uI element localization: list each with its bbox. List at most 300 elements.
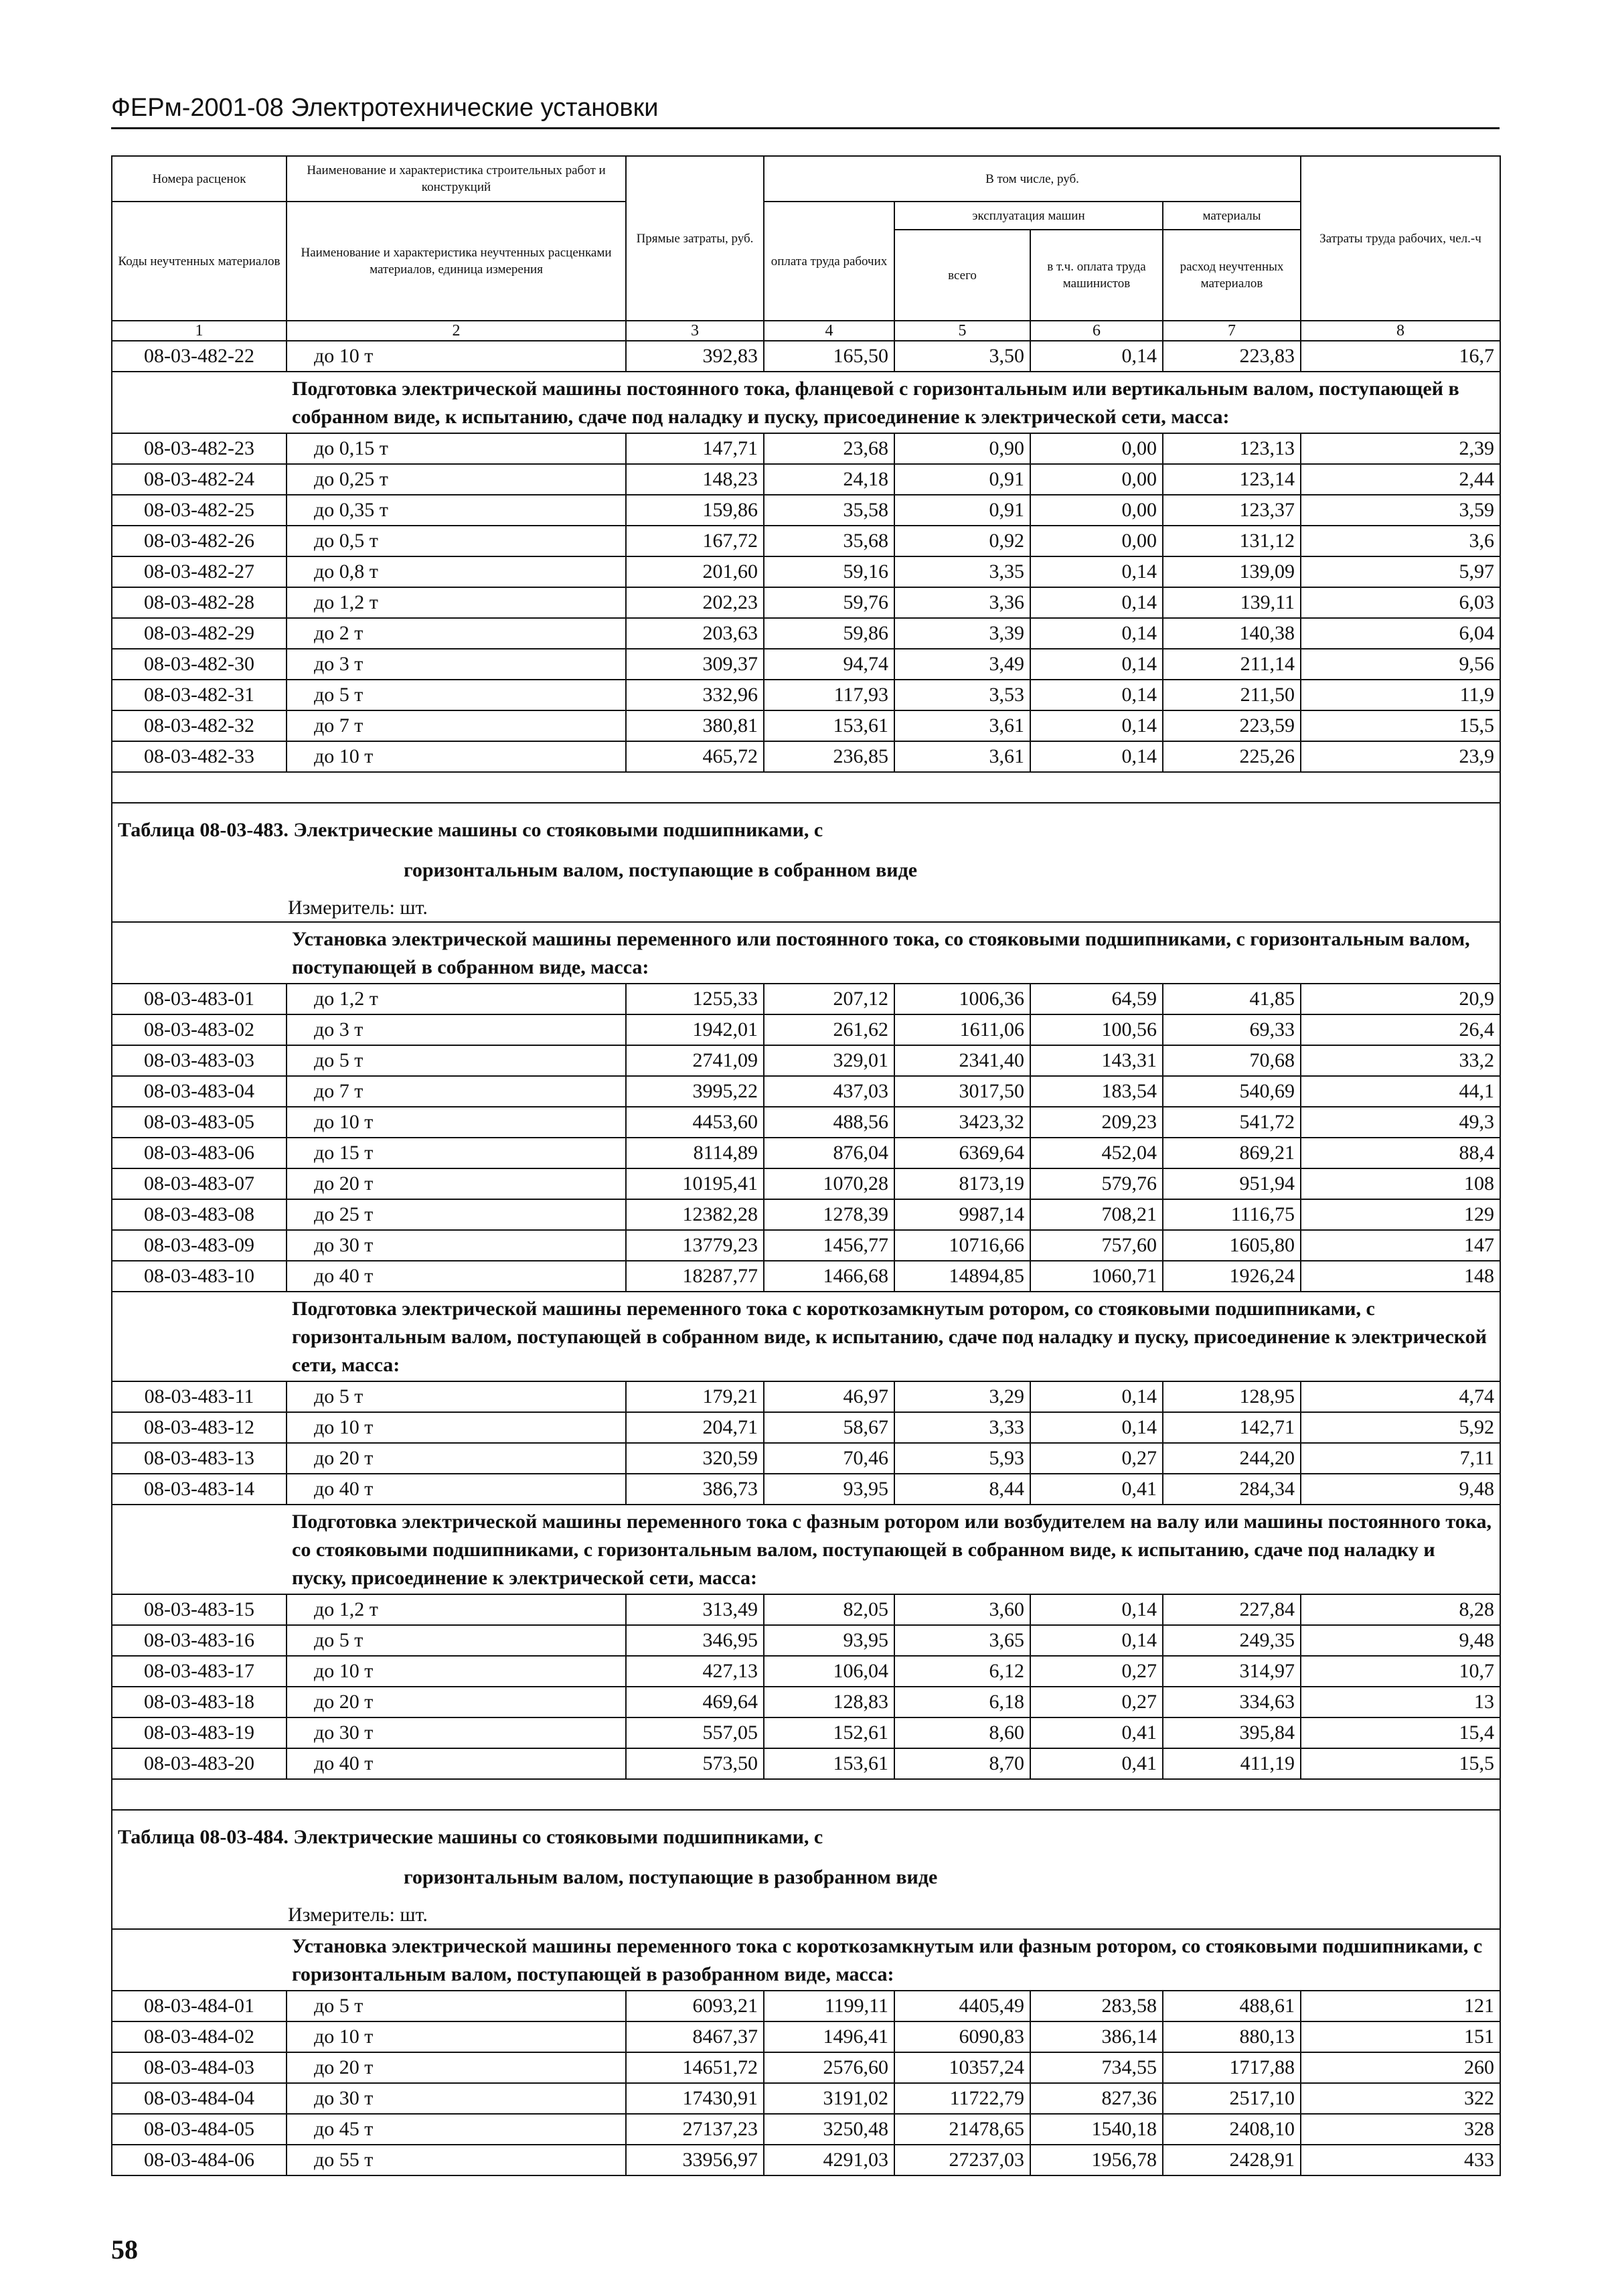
table-row [112, 464, 1500, 495]
materials-cell: 223,59 [1163, 710, 1301, 741]
materials-cell: 69,33 [1163, 1014, 1301, 1045]
materials-cell: 244,20 [1163, 1443, 1301, 1474]
materials-cell: 1605,80 [1163, 1230, 1301, 1261]
table-row [112, 741, 1500, 772]
materials-cell: 540,69 [1163, 1076, 1301, 1107]
machinist-pay-cell: 0,27 [1030, 1443, 1163, 1474]
mass-range-cell: до 1,2 т [287, 587, 626, 618]
labor-hours-cell: 4,74 [1301, 1381, 1500, 1412]
direct-costs-cell: 573,50 [626, 1748, 764, 1779]
labor-hours-cell: 6,04 [1301, 618, 1500, 649]
rate-code-cell: 08-03-482-31 [112, 680, 287, 710]
labor-pay-cell: 24,18 [764, 464, 894, 495]
machinist-pay-cell: 386,14 [1030, 2021, 1163, 2052]
materials-cell: 1926,24 [1163, 1261, 1301, 1292]
machines-total-cell: 6369,64 [894, 1138, 1030, 1168]
running-header: ФЕРм-2001-08 Электротехнические установки [111, 94, 659, 122]
machinist-pay-cell: 0,41 [1030, 1474, 1163, 1505]
mass-range-cell: до 2 т [287, 618, 626, 649]
table-row [112, 556, 1500, 587]
header-including: В том числе, руб. [764, 156, 1301, 202]
section-description-row [112, 1292, 1500, 1381]
direct-costs-cell: 380,81 [626, 710, 764, 741]
labor-pay-cell: 1199,11 [764, 1991, 894, 2021]
col-number: 1 [112, 321, 287, 341]
description-spacer [112, 922, 287, 984]
mass-range-cell: до 1,2 т [287, 984, 626, 1014]
labor-pay-cell: 152,61 [764, 1717, 894, 1748]
materials-cell: 142,71 [1163, 1412, 1301, 1443]
labor-hours-cell: 3,59 [1301, 495, 1500, 526]
table-row [112, 587, 1500, 618]
table-row [112, 2052, 1500, 2083]
section-description-row [112, 1505, 1500, 1594]
mass-range-cell: до 0,8 т [287, 556, 626, 587]
direct-costs-cell: 465,72 [626, 741, 764, 772]
materials-cell: 128,95 [1163, 1381, 1301, 1412]
col-number: 3 [626, 321, 764, 341]
labor-hours-cell: 121 [1301, 1991, 1500, 2021]
table-row [112, 649, 1500, 680]
rate-code-cell: 08-03-482-27 [112, 556, 287, 587]
rate-code-cell: 08-03-483-11 [112, 1381, 287, 1412]
mass-range-cell: до 55 т [287, 2145, 626, 2175]
table-title [112, 803, 1500, 895]
rate-code-cell: 08-03-482-25 [112, 495, 287, 526]
header-code-bottom: Коды неучтенных материалов [112, 202, 287, 321]
labor-hours-cell: 16,7 [1301, 341, 1500, 372]
rate-code-cell: 08-03-483-12 [112, 1412, 287, 1443]
table-title-line: Таблица 08-03-483. Электрические машины со стояковыми подшипниками, с [118, 819, 823, 841]
materials-cell: 395,84 [1163, 1717, 1301, 1748]
labor-pay-cell: 1466,68 [764, 1261, 894, 1292]
machines-total-cell: 6,12 [894, 1656, 1030, 1687]
labor-pay-cell: 153,61 [764, 710, 894, 741]
materials-cell: 541,72 [1163, 1107, 1301, 1138]
machinist-pay-cell: 183,54 [1030, 1076, 1163, 1107]
mass-range-cell: до 7 т [287, 710, 626, 741]
table-gap [112, 1779, 1500, 1810]
labor-hours-cell: 33,2 [1301, 1045, 1500, 1076]
header-name-bottom: Наименование и характеристика неучтенных расценками материалов, единица измерения [287, 202, 626, 321]
rate-code-cell: 08-03-483-07 [112, 1168, 287, 1199]
rate-code-cell: 08-03-482-22 [112, 341, 287, 372]
machinist-pay-cell: 0,00 [1030, 495, 1163, 526]
machines-total-cell: 3,53 [894, 680, 1030, 710]
header-row-2 [112, 202, 1500, 230]
machinist-pay-cell: 1060,71 [1030, 1261, 1163, 1292]
machines-total-cell: 3017,50 [894, 1076, 1030, 1107]
labor-hours-cell: 15,4 [1301, 1717, 1500, 1748]
materials-cell: 139,11 [1163, 587, 1301, 618]
rate-code-cell: 08-03-482-26 [112, 526, 287, 556]
materials-cell: 140,38 [1163, 618, 1301, 649]
col-number: 4 [764, 321, 894, 341]
machines-total-cell: 11722,79 [894, 2083, 1030, 2114]
rate-code-cell: 08-03-482-33 [112, 741, 287, 772]
machinist-pay-cell: 0,14 [1030, 618, 1163, 649]
header-machines: эксплуатация машин [894, 202, 1163, 230]
machinist-pay-cell: 708,21 [1030, 1199, 1163, 1230]
labor-pay-cell: 93,95 [764, 1625, 894, 1656]
header-labor-pay: оплата труда рабочих [764, 202, 894, 321]
machines-total-cell: 8,60 [894, 1717, 1030, 1748]
machinist-pay-cell: 209,23 [1030, 1107, 1163, 1138]
col-number: 7 [1163, 321, 1301, 341]
materials-cell: 131,12 [1163, 526, 1301, 556]
rate-code-cell: 08-03-483-06 [112, 1138, 287, 1168]
labor-hours-cell: 7,11 [1301, 1443, 1500, 1474]
machines-total-cell: 3,65 [894, 1625, 1030, 1656]
col-number: 2 [287, 321, 626, 341]
labor-pay-cell: 165,50 [764, 341, 894, 372]
machinist-pay-cell: 827,36 [1030, 2083, 1163, 2114]
direct-costs-cell: 148,23 [626, 464, 764, 495]
materials-cell: 284,34 [1163, 1474, 1301, 1505]
table-row [112, 710, 1500, 741]
table-gap [112, 772, 1500, 803]
table-row [112, 984, 1500, 1014]
direct-costs-cell: 427,13 [626, 1656, 764, 1687]
mass-range-cell: до 30 т [287, 2083, 626, 2114]
mass-range-cell: до 20 т [287, 1443, 626, 1474]
materials-cell: 41,85 [1163, 984, 1301, 1014]
labor-hours-cell: 8,28 [1301, 1594, 1500, 1625]
labor-pay-cell: 59,76 [764, 587, 894, 618]
rate-code-cell: 08-03-483-09 [112, 1230, 287, 1261]
table-row [112, 341, 1500, 372]
labor-hours-cell: 9,56 [1301, 649, 1500, 680]
machines-total-cell: 8,44 [894, 1474, 1030, 1505]
labor-hours-cell: 9,48 [1301, 1474, 1500, 1505]
labor-hours-cell: 9,48 [1301, 1625, 1500, 1656]
mass-range-cell: до 20 т [287, 1687, 626, 1717]
rate-code-cell: 08-03-484-01 [112, 1991, 287, 2021]
rate-code-cell: 08-03-483-20 [112, 1748, 287, 1779]
description-spacer [112, 1505, 287, 1594]
machinist-pay-cell: 0,14 [1030, 556, 1163, 587]
page-number: 58 [111, 2234, 138, 2265]
direct-costs-cell: 147,71 [626, 433, 764, 464]
mass-range-cell: до 10 т [287, 741, 626, 772]
labor-pay-cell: 488,56 [764, 1107, 894, 1138]
mass-range-cell: до 30 т [287, 1230, 626, 1261]
machinist-pay-cell: 757,60 [1030, 1230, 1163, 1261]
machines-total-cell: 3,39 [894, 618, 1030, 649]
direct-costs-cell: 469,64 [626, 1687, 764, 1717]
machinist-pay-cell: 0,00 [1030, 433, 1163, 464]
table-row [112, 526, 1500, 556]
labor-pay-cell: 1070,28 [764, 1168, 894, 1199]
direct-costs-cell: 18287,77 [626, 1261, 764, 1292]
section-description-row [112, 1929, 1500, 1991]
header-row-1 [112, 156, 1500, 202]
labor-pay-cell: 23,68 [764, 433, 894, 464]
mass-range-cell: до 0,25 т [287, 464, 626, 495]
labor-hours-cell: 108 [1301, 1168, 1500, 1199]
machinist-pay-cell: 0,14 [1030, 341, 1163, 372]
mass-range-cell: до 10 т [287, 2021, 626, 2052]
table-row [112, 1199, 1500, 1230]
machines-total-cell: 3,49 [894, 649, 1030, 680]
labor-hours-cell: 20,9 [1301, 984, 1500, 1014]
direct-costs-cell: 6093,21 [626, 1991, 764, 2021]
machinist-pay-cell: 283,58 [1030, 1991, 1163, 2021]
table-row [112, 1748, 1500, 1779]
machinist-pay-cell: 143,31 [1030, 1045, 1163, 1076]
header-machines-incl: в т.ч. оплата труда машинистов [1030, 230, 1163, 321]
direct-costs-cell: 3995,22 [626, 1076, 764, 1107]
materials-cell: 951,94 [1163, 1168, 1301, 1199]
machinist-pay-cell: 100,56 [1030, 1014, 1163, 1045]
labor-hours-cell: 328 [1301, 2114, 1500, 2145]
section-description: Установка электрической машины переменного тока с короткозамкнутым или фазным ротором, со стояковыми подшипниками, с горизонтальным валом, поступающей в разобранном виде, масса: [287, 1929, 1500, 1991]
materials-cell: 223,83 [1163, 341, 1301, 372]
machinist-pay-cell: 1956,78 [1030, 2145, 1163, 2175]
direct-costs-cell: 204,71 [626, 1412, 764, 1443]
machines-total-cell: 21478,65 [894, 2114, 1030, 2145]
materials-cell: 334,63 [1163, 1687, 1301, 1717]
labor-hours-cell: 5,97 [1301, 556, 1500, 587]
labor-hours-cell: 260 [1301, 2052, 1500, 2083]
table-row [112, 1717, 1500, 1748]
rate-code-cell: 08-03-483-01 [112, 984, 287, 1014]
machines-total-cell: 3,36 [894, 587, 1030, 618]
machines-total-cell: 3,50 [894, 341, 1030, 372]
description-spacer [112, 1292, 287, 1381]
machines-total-cell: 1006,36 [894, 984, 1030, 1014]
materials-cell: 1116,75 [1163, 1199, 1301, 1230]
header-rule [111, 127, 1500, 129]
mass-range-cell: до 3 т [287, 649, 626, 680]
labor-pay-cell: 35,58 [764, 495, 894, 526]
description-spacer [112, 1929, 287, 1991]
direct-costs-cell: 202,23 [626, 587, 764, 618]
machinist-pay-cell: 0,14 [1030, 741, 1163, 772]
machines-total-cell: 3,60 [894, 1594, 1030, 1625]
machines-total-cell: 0,91 [894, 464, 1030, 495]
header-machines-total: всего [894, 230, 1030, 321]
direct-costs-cell: 12382,28 [626, 1199, 764, 1230]
table-row [112, 1594, 1500, 1625]
rate-code-cell: 08-03-484-02 [112, 2021, 287, 2052]
table-row [112, 1014, 1500, 1045]
direct-costs-cell: 332,96 [626, 680, 764, 710]
machines-total-cell: 8173,19 [894, 1168, 1030, 1199]
mass-range-cell: до 45 т [287, 2114, 626, 2145]
materials-cell: 488,61 [1163, 1991, 1301, 2021]
table-row [112, 1261, 1500, 1292]
table-title-line: Таблица 08-03-484. Электрические машины со стояковыми подшипниками, с [118, 1826, 823, 1848]
materials-cell: 139,09 [1163, 556, 1301, 587]
direct-costs-cell: 320,59 [626, 1443, 764, 1474]
table-row [112, 1687, 1500, 1717]
measure-unit: Измеритель: шт. [112, 895, 1500, 922]
table-title-line: горизонтальным валом, поступающие в собранном виде [404, 859, 918, 881]
labor-pay-cell: 82,05 [764, 1594, 894, 1625]
mass-range-cell: до 30 т [287, 1717, 626, 1748]
table-row [112, 1168, 1500, 1199]
machines-total-cell: 10357,24 [894, 2052, 1030, 2083]
price-table [111, 155, 1501, 2176]
machinist-pay-cell: 452,04 [1030, 1138, 1163, 1168]
rate-code-cell: 08-03-483-19 [112, 1717, 287, 1748]
table-row [112, 1381, 1500, 1412]
table-row [112, 2145, 1500, 2175]
table-row [112, 1230, 1500, 1261]
section-description: Подготовка электрической машины переменного тока с короткозамкнутым ротором, со стояковыми подшипниками, с горизонтальным валом, поступающей в собранном виде, к испытанию, сдаче под наладку и пуску, присоединение к электрической сети, масса: [287, 1292, 1500, 1381]
labor-hours-cell: 26,4 [1301, 1014, 1500, 1045]
machines-total-cell: 6090,83 [894, 2021, 1030, 2052]
labor-hours-cell: 6,03 [1301, 587, 1500, 618]
table-row [112, 1045, 1500, 1076]
direct-costs-cell: 10195,41 [626, 1168, 764, 1199]
rate-code-cell: 08-03-484-06 [112, 2145, 287, 2175]
rate-code-cell: 08-03-483-08 [112, 1199, 287, 1230]
price-table-document [111, 155, 1500, 2176]
rate-code-cell: 08-03-482-28 [112, 587, 287, 618]
header-materials: материалы [1163, 202, 1301, 230]
labor-pay-cell: 117,93 [764, 680, 894, 710]
labor-pay-cell: 1456,77 [764, 1230, 894, 1261]
machines-total-cell: 10716,66 [894, 1230, 1030, 1261]
machines-total-cell: 2341,40 [894, 1045, 1030, 1076]
labor-pay-cell: 59,86 [764, 618, 894, 649]
rate-code-cell: 08-03-482-32 [112, 710, 287, 741]
machinist-pay-cell: 0,00 [1030, 526, 1163, 556]
direct-costs-cell: 309,37 [626, 649, 764, 680]
materials-cell: 211,50 [1163, 680, 1301, 710]
machinist-pay-cell: 0,00 [1030, 464, 1163, 495]
header-code-top: Номера расценок [112, 156, 287, 202]
direct-costs-cell: 2741,09 [626, 1045, 764, 1076]
measure-unit: Измеритель: шт. [112, 1902, 1500, 1929]
table-title-row [112, 1810, 1500, 1902]
labor-pay-cell: 93,95 [764, 1474, 894, 1505]
direct-costs-cell: 27137,23 [626, 2114, 764, 2145]
materials-cell: 211,14 [1163, 649, 1301, 680]
direct-costs-cell: 14651,72 [626, 2052, 764, 2083]
mass-range-cell: до 3 т [287, 1014, 626, 1045]
labor-hours-cell: 3,6 [1301, 526, 1500, 556]
direct-costs-cell: 13779,23 [626, 1230, 764, 1261]
mass-range-cell: до 20 т [287, 2052, 626, 2083]
labor-hours-cell: 433 [1301, 2145, 1500, 2175]
labor-pay-cell: 1278,39 [764, 1199, 894, 1230]
machines-total-cell: 6,18 [894, 1687, 1030, 1717]
machinist-pay-cell: 0,41 [1030, 1748, 1163, 1779]
labor-hours-cell: 23,9 [1301, 741, 1500, 772]
direct-costs-cell: 1942,01 [626, 1014, 764, 1045]
mass-range-cell: до 0,5 т [287, 526, 626, 556]
gap-cell [112, 1779, 1500, 1810]
machines-total-cell: 5,93 [894, 1443, 1030, 1474]
table-row [112, 1076, 1500, 1107]
labor-pay-cell: 207,12 [764, 984, 894, 1014]
direct-costs-cell: 167,72 [626, 526, 764, 556]
machinist-pay-cell: 1540,18 [1030, 2114, 1163, 2145]
materials-cell: 2428,91 [1163, 2145, 1301, 2175]
labor-pay-cell: 46,97 [764, 1381, 894, 1412]
machinist-pay-cell: 0,14 [1030, 680, 1163, 710]
rate-code-cell: 08-03-483-18 [112, 1687, 287, 1717]
rate-code-cell: 08-03-483-05 [112, 1107, 287, 1138]
mass-range-cell: до 1,2 т [287, 1594, 626, 1625]
machinist-pay-cell: 0,14 [1030, 649, 1163, 680]
machinist-pay-cell: 0,14 [1030, 1412, 1163, 1443]
labor-pay-cell: 1496,41 [764, 2021, 894, 2052]
direct-costs-cell: 33956,97 [626, 2145, 764, 2175]
machines-total-cell: 8,70 [894, 1748, 1030, 1779]
direct-costs-cell: 8114,89 [626, 1138, 764, 1168]
mass-range-cell: до 5 т [287, 1045, 626, 1076]
direct-costs-cell: 557,05 [626, 1717, 764, 1748]
mass-range-cell: до 40 т [287, 1748, 626, 1779]
mass-range-cell: до 40 т [287, 1474, 626, 1505]
materials-cell: 314,97 [1163, 1656, 1301, 1687]
rate-code-cell: 08-03-483-15 [112, 1594, 287, 1625]
machines-total-cell: 3423,32 [894, 1107, 1030, 1138]
rate-code-cell: 08-03-483-14 [112, 1474, 287, 1505]
labor-hours-cell: 151 [1301, 2021, 1500, 2052]
materials-cell: 227,84 [1163, 1594, 1301, 1625]
direct-costs-cell: 386,73 [626, 1474, 764, 1505]
rate-code-cell: 08-03-483-04 [112, 1076, 287, 1107]
machines-total-cell: 4405,49 [894, 1991, 1030, 2021]
machines-total-cell: 14894,85 [894, 1261, 1030, 1292]
section-description: Подготовка электрической машины переменного тока с фазным ротором или возбудителем на валу или машины постоянного тока, со стояковыми подшипниками, с горизонтальным валом, поступающей в собранном виде, к испытанию, сдаче под наладку и пуску, присоединение к электрической сети, масса: [287, 1505, 1500, 1594]
table-row [112, 618, 1500, 649]
table-row [112, 2083, 1500, 2114]
table-title-line: горизонтальным валом, поступающие в разобранном виде [404, 1866, 938, 1888]
labor-hours-cell: 148 [1301, 1261, 1500, 1292]
table-row [112, 433, 1500, 464]
machines-total-cell: 1611,06 [894, 1014, 1030, 1045]
table-row [112, 1412, 1500, 1443]
materials-cell: 249,35 [1163, 1625, 1301, 1656]
machines-total-cell: 3,35 [894, 556, 1030, 587]
materials-cell: 869,21 [1163, 1138, 1301, 1168]
labor-pay-cell: 153,61 [764, 1748, 894, 1779]
mass-range-cell: до 0,15 т [287, 433, 626, 464]
materials-cell: 2517,10 [1163, 2083, 1301, 2114]
labor-hours-cell: 129 [1301, 1199, 1500, 1230]
direct-costs-cell: 201,60 [626, 556, 764, 587]
measure-row [112, 895, 1500, 922]
direct-costs-cell: 17430,91 [626, 2083, 764, 2114]
header-name-top: Наименование и характеристика строительных работ и конструкций [287, 156, 626, 202]
table-row [112, 495, 1500, 526]
direct-costs-cell: 1255,33 [626, 984, 764, 1014]
mass-range-cell: до 20 т [287, 1168, 626, 1199]
machinist-pay-cell: 734,55 [1030, 2052, 1163, 2083]
table-row [112, 1138, 1500, 1168]
labor-pay-cell: 128,83 [764, 1687, 894, 1717]
mass-range-cell: до 5 т [287, 680, 626, 710]
section-description: Установка электрической машины переменного или постоянного тока, со стояковыми подшипниками, с горизонтальным валом, поступающей в собранном виде, масса: [287, 922, 1500, 984]
machines-total-cell: 3,61 [894, 710, 1030, 741]
table-row [112, 1107, 1500, 1138]
labor-hours-cell: 15,5 [1301, 1748, 1500, 1779]
machinist-pay-cell: 0,14 [1030, 1625, 1163, 1656]
machines-total-cell: 27237,03 [894, 2145, 1030, 2175]
labor-pay-cell: 4291,03 [764, 2145, 894, 2175]
labor-hours-cell: 2,39 [1301, 433, 1500, 464]
labor-pay-cell: 3191,02 [764, 2083, 894, 2114]
mass-range-cell: до 25 т [287, 1199, 626, 1230]
materials-cell: 70,68 [1163, 1045, 1301, 1076]
rate-code-cell: 08-03-483-13 [112, 1443, 287, 1474]
